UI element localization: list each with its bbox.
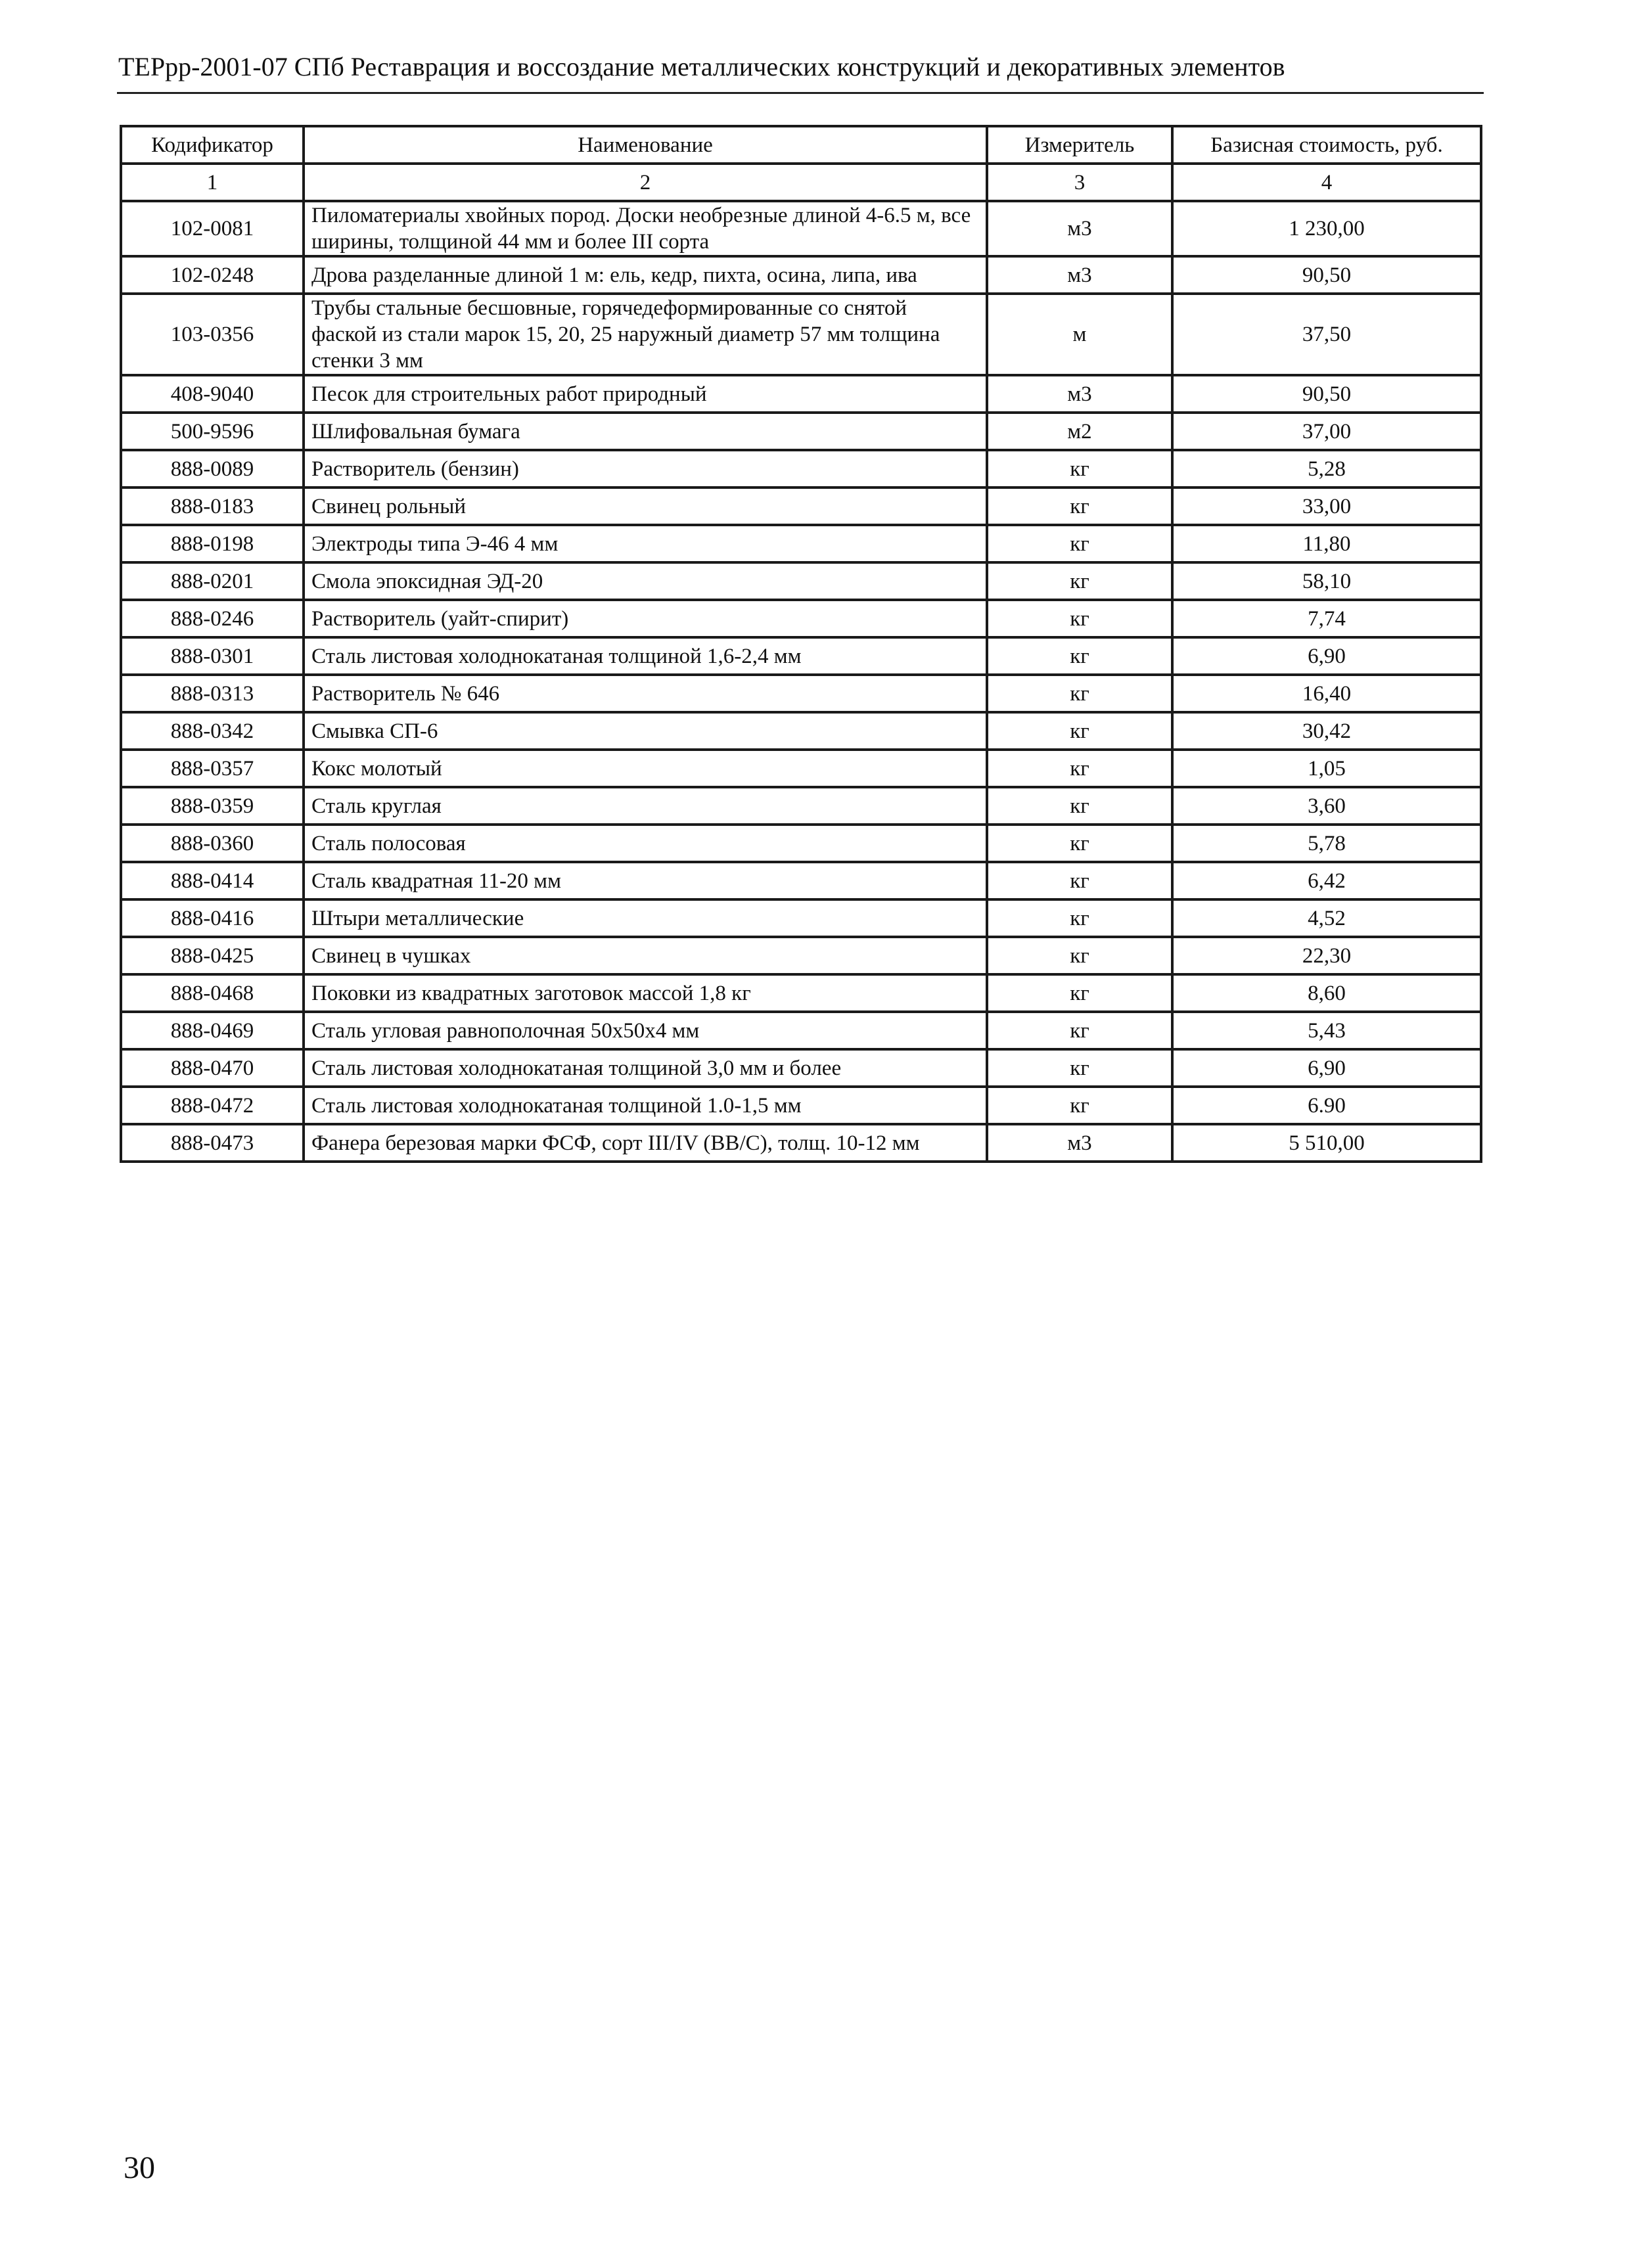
column-header-code: Кодификатор (121, 126, 304, 164)
cell-name: Электроды типа Э-46 4 мм (304, 525, 987, 562)
table-row (121, 256, 1481, 294)
cell-code: 888-0473 (121, 1124, 304, 1162)
cell-name: Сталь угловая равнополочная 50х50х4 мм (304, 1012, 987, 1049)
table-row (121, 937, 1481, 974)
table-row (121, 488, 1481, 525)
table-row (121, 974, 1481, 1012)
table-row (121, 1049, 1481, 1087)
cell-name: Смола эпоксидная ЭД-20 (304, 562, 987, 600)
cell-name: Штыри металлические (304, 899, 987, 937)
cell-code: 888-0416 (121, 899, 304, 937)
table-body (121, 201, 1481, 1162)
cell-name: Фанера березовая марки ФСФ, сорт III/IV (BB/C), толщ. 10-12 мм (304, 1124, 987, 1162)
cell-unit: кг (987, 1049, 1172, 1087)
cell-unit: кг (987, 600, 1172, 637)
table-row (121, 562, 1481, 600)
table-row (121, 201, 1481, 256)
column-number-1: 1 (121, 164, 304, 201)
cell-name: Сталь круглая (304, 787, 987, 825)
cell-cost: 37,00 (1172, 413, 1481, 450)
cell-unit: кг (987, 675, 1172, 712)
page-number: 30 (124, 2150, 155, 2185)
cell-code: 888-0359 (121, 787, 304, 825)
cell-name: Пиломатериалы хвойных пород. Доски необрезные длиной 4-6.5 м, все ширины, толщиной 44 мм и более III сорта (304, 201, 987, 256)
cell-name: Сталь листовая холоднокатаная толщиной 1.0-1,5 мм (304, 1087, 987, 1124)
page-header-title: ТЕРрр-2001-07 СПб Реставрация и воссоздание металлических конструкций и декоративных элементов (118, 52, 1285, 81)
cell-cost: 11,80 (1172, 525, 1481, 562)
cell-cost: 6,90 (1172, 1049, 1481, 1087)
column-number-row (121, 164, 1481, 201)
cell-code: 888-0246 (121, 600, 304, 637)
cell-code: 888-0469 (121, 1012, 304, 1049)
cell-code: 888-0301 (121, 637, 304, 675)
cell-cost: 16,40 (1172, 675, 1481, 712)
cell-cost: 58,10 (1172, 562, 1481, 600)
cell-name: Свинец рольный (304, 488, 987, 525)
table-row (121, 862, 1481, 899)
cell-unit: м3 (987, 1124, 1172, 1162)
cell-name: Песок для строительных работ природный (304, 375, 987, 413)
cell-code: 888-0198 (121, 525, 304, 562)
cell-name: Дрова разделанные длиной 1 м: ель, кедр, пихта, осина, липа, ива (304, 256, 987, 294)
table-row (121, 1124, 1481, 1162)
cell-unit: кг (987, 937, 1172, 974)
cell-code: 888-0201 (121, 562, 304, 600)
header-row (121, 126, 1481, 164)
cell-cost: 5 510,00 (1172, 1124, 1481, 1162)
cell-unit: м3 (987, 201, 1172, 256)
table-header (121, 126, 1481, 201)
cell-cost: 33,00 (1172, 488, 1481, 525)
cell-cost: 37,50 (1172, 294, 1481, 375)
cell-code: 888-0360 (121, 825, 304, 862)
cell-unit: кг (987, 974, 1172, 1012)
cell-unit: м3 (987, 256, 1172, 294)
cell-cost: 6,90 (1172, 637, 1481, 675)
cell-code: 888-0468 (121, 974, 304, 1012)
table-row (121, 675, 1481, 712)
column-number-2: 2 (304, 164, 987, 201)
cell-code: 102-0081 (121, 201, 304, 256)
table-row (121, 375, 1481, 413)
resource-table (120, 125, 1482, 1163)
cell-cost: 30,42 (1172, 712, 1481, 750)
cell-code: 408-9040 (121, 375, 304, 413)
cell-unit: м3 (987, 375, 1172, 413)
table-row (121, 750, 1481, 787)
cell-name: Поковки из квадратных заготовок массой 1,8 кг (304, 974, 987, 1012)
cell-name: Сталь квадратная 11-20 мм (304, 862, 987, 899)
cell-code: 102-0248 (121, 256, 304, 294)
cell-name: Шлифовальная бумага (304, 413, 987, 450)
column-header-unit: Измеритель (987, 126, 1172, 164)
table-row (121, 525, 1481, 562)
cell-cost: 6.90 (1172, 1087, 1481, 1124)
cell-code: 888-0414 (121, 862, 304, 899)
cell-code: 103-0356 (121, 294, 304, 375)
cell-cost: 6,42 (1172, 862, 1481, 899)
cell-code: 888-0342 (121, 712, 304, 750)
cell-cost: 22,30 (1172, 937, 1481, 974)
cell-code: 888-0425 (121, 937, 304, 974)
cell-unit: м2 (987, 413, 1172, 450)
header-divider (117, 92, 1484, 94)
column-number-3: 3 (987, 164, 1172, 201)
table-row (121, 825, 1481, 862)
table-row (121, 450, 1481, 488)
table-row (121, 1012, 1481, 1049)
cell-code: 500-9596 (121, 413, 304, 450)
table-row (121, 1087, 1481, 1124)
cell-code: 888-0357 (121, 750, 304, 787)
cell-unit: кг (987, 525, 1172, 562)
cell-unit: кг (987, 637, 1172, 675)
cell-unit: кг (987, 1012, 1172, 1049)
table-row (121, 787, 1481, 825)
cell-cost: 1 230,00 (1172, 201, 1481, 256)
cell-cost: 3,60 (1172, 787, 1481, 825)
cell-unit: м (987, 294, 1172, 375)
column-header-name: Наименование (304, 126, 987, 164)
cell-name: Растворитель (бензин) (304, 450, 987, 488)
cell-cost: 8,60 (1172, 974, 1481, 1012)
table-row (121, 637, 1481, 675)
cell-cost: 4,52 (1172, 899, 1481, 937)
cell-unit: кг (987, 712, 1172, 750)
cell-name: Растворитель № 646 (304, 675, 987, 712)
cell-code: 888-0183 (121, 488, 304, 525)
cell-cost: 5,28 (1172, 450, 1481, 488)
cell-unit: кг (987, 1087, 1172, 1124)
cell-cost: 1,05 (1172, 750, 1481, 787)
cell-cost: 7,74 (1172, 600, 1481, 637)
cell-code: 888-0470 (121, 1049, 304, 1087)
table-row (121, 899, 1481, 937)
cell-unit: кг (987, 562, 1172, 600)
cell-name: Сталь листовая холоднокатаная толщиной 1,6-2,4 мм (304, 637, 987, 675)
cell-name: Сталь полосовая (304, 825, 987, 862)
cell-name: Кокс молотый (304, 750, 987, 787)
cell-name: Смывка СП-6 (304, 712, 987, 750)
column-header-cost: Базисная стоимость, руб. (1172, 126, 1481, 164)
cell-code: 888-0472 (121, 1087, 304, 1124)
table-row (121, 294, 1481, 375)
cell-unit: кг (987, 750, 1172, 787)
table-row (121, 600, 1481, 637)
table-row (121, 413, 1481, 450)
cell-name: Свинец в чушках (304, 937, 987, 974)
cell-unit: кг (987, 862, 1172, 899)
cell-cost: 90,50 (1172, 375, 1481, 413)
cell-unit: кг (987, 488, 1172, 525)
cell-cost: 5,78 (1172, 825, 1481, 862)
cell-unit: кг (987, 825, 1172, 862)
cell-code: 888-0089 (121, 450, 304, 488)
table-row (121, 712, 1481, 750)
cell-name: Сталь листовая холоднокатаная толщиной 3,0 мм и более (304, 1049, 987, 1087)
cell-name: Растворитель (уайт-спирит) (304, 600, 987, 637)
column-number-4: 4 (1172, 164, 1481, 201)
cell-unit: кг (987, 787, 1172, 825)
cell-code: 888-0313 (121, 675, 304, 712)
cell-cost: 5,43 (1172, 1012, 1481, 1049)
cell-unit: кг (987, 899, 1172, 937)
cell-cost: 90,50 (1172, 256, 1481, 294)
cell-unit: кг (987, 450, 1172, 488)
cell-name: Трубы стальные бесшовные, горячедеформированные со снятой фаской из стали марок 15, 20, 25 наружный диаметр 57 мм толщина стенки 3 мм (304, 294, 987, 375)
